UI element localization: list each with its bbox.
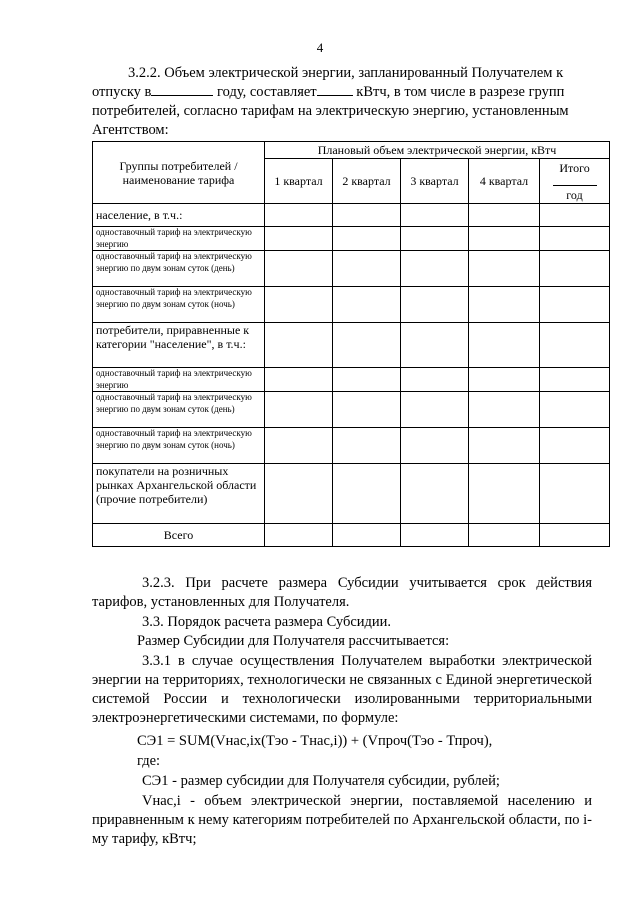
table-cell xyxy=(333,464,401,524)
paragraph-method: Размер Субсидии для Получателя рассчитывается: xyxy=(137,633,450,649)
table-cell xyxy=(401,251,469,287)
intro-line-3: потребителей, согласно тарифам на электрическую энергию, установленным xyxy=(92,103,569,119)
table-cell xyxy=(469,368,540,392)
definition-vnas: Vнас,i - объем электрической энергии, поставляемой населению и приравненным к нему категориям потребителей по Архангельской области, по i-му тарифу, кВтч; xyxy=(92,793,592,847)
row-label: одноставочный тариф на электрическую энергию по двум зонам суток (ночь) xyxy=(93,428,265,464)
table-cell xyxy=(540,428,610,464)
row-label: одноставочный тариф на электрическую энергию xyxy=(93,227,265,251)
table-row xyxy=(93,204,610,227)
table-cell xyxy=(333,323,401,368)
table-cell xyxy=(265,287,333,323)
year-blank-line xyxy=(553,177,597,186)
table-cell xyxy=(333,251,401,287)
table-cell xyxy=(469,428,540,464)
table-cell xyxy=(540,251,610,287)
table-cell xyxy=(265,464,333,524)
table-cell xyxy=(265,251,333,287)
table-cell xyxy=(401,428,469,464)
table-cell xyxy=(265,204,333,227)
amount-blank xyxy=(317,83,353,96)
table-cell xyxy=(265,368,333,392)
table-cell xyxy=(265,428,333,464)
table-cell xyxy=(540,227,610,251)
table-cell xyxy=(265,392,333,428)
table-cell xyxy=(540,287,610,323)
table-cell xyxy=(401,464,469,524)
row-label: одноставочный тариф на электрическую энергию по двум зонам суток (день) xyxy=(93,392,265,428)
intro-line-2a: отпуску в xyxy=(92,84,152,100)
table-cell xyxy=(333,392,401,428)
where-label: где: xyxy=(137,753,161,769)
table-cell xyxy=(333,368,401,392)
table-cell xyxy=(469,323,540,368)
table-total-row xyxy=(93,524,610,547)
quarter-4-header: 4 квартал xyxy=(469,159,540,204)
plan-volume-header: Плановый объем электрической энергии, кВтч xyxy=(265,142,610,159)
paragraph-3-3: 3.3. Порядок расчета размера Субсидии. xyxy=(142,614,392,630)
table-cell xyxy=(333,204,401,227)
table-row xyxy=(93,392,610,428)
table-row xyxy=(93,227,610,251)
formula: СЭ1 = SUM(Vнас,iх(Тэо - Тнас,i)) + (Vпроч(Тэо - Тпроч), xyxy=(137,733,493,749)
table-row xyxy=(93,368,610,392)
table-cell xyxy=(401,392,469,428)
intro-paragraph xyxy=(92,64,588,140)
row-label: одноставочный тариф на электрическую энергию по двум зонам суток (день) xyxy=(93,251,265,287)
table-cell xyxy=(469,392,540,428)
table-cell xyxy=(265,227,333,251)
table-cell xyxy=(265,524,333,547)
table-cell xyxy=(469,251,540,287)
total-row-label: Всего xyxy=(93,524,265,547)
row-label: одноставочный тариф на электрическую энергию xyxy=(93,368,265,392)
table-cell xyxy=(540,368,610,392)
quarter-1-header: 1 квартал xyxy=(265,159,333,204)
year-blank xyxy=(151,83,213,96)
table-cell xyxy=(401,227,469,251)
table-cell xyxy=(540,392,610,428)
intro-line-2 xyxy=(92,83,588,102)
table-cell xyxy=(333,287,401,323)
intro-line-2c: кВтч, в том числе в разрезе групп xyxy=(356,84,565,100)
intro-line-2b: году, составляет xyxy=(217,84,317,100)
total-year-header xyxy=(540,159,610,204)
quarter-3-header: 3 квартал xyxy=(401,159,469,204)
table-cell xyxy=(401,323,469,368)
definition-se1: СЭ1 - размер субсидии для Получателя субсидии, рублей; xyxy=(142,773,500,789)
table-row xyxy=(93,287,610,323)
table-cell xyxy=(540,323,610,368)
quarter-2-header: 2 квартал xyxy=(333,159,401,204)
table-cell xyxy=(333,227,401,251)
table-cell xyxy=(469,227,540,251)
table-cell xyxy=(469,204,540,227)
row-label: одноставочный тариф на электрическую энергию по двум зонам суток (ночь) xyxy=(93,287,265,323)
intro-line-4: Агентством: xyxy=(92,122,169,138)
row-label: покупатели на розничных рынках Архангельской области (прочие потребители) xyxy=(93,464,265,524)
table-row xyxy=(93,428,610,464)
table-cell xyxy=(401,524,469,547)
table-row xyxy=(93,251,610,287)
group-column-header: Группы потребителей / наименование тарифа xyxy=(93,142,265,204)
table-cell xyxy=(333,524,401,547)
energy-volume-table xyxy=(92,141,610,547)
page-number: 4 xyxy=(316,40,324,55)
table-cell xyxy=(540,204,610,227)
table-cell xyxy=(401,368,469,392)
total-header-bottom: год xyxy=(566,187,583,202)
intro-line-1: 3.2.2. Объем электрической энергии, запланированный Получателем к xyxy=(128,65,564,81)
table-cell xyxy=(469,464,540,524)
row-label: потребители, приравненные к категории "население", в т.ч.: xyxy=(93,323,265,368)
table-cell xyxy=(265,323,333,368)
table-cell xyxy=(540,464,610,524)
paragraph-3-3-1: 3.3.1 в случае осуществления Получателем выработки электрической энергии на территориях, технологически не связанных с Единой энергетической системой России и технологически изолированными территориальными электроэнергетическими системами, по формуле: xyxy=(92,653,592,726)
total-header-top: Итого xyxy=(559,160,590,175)
table-cell xyxy=(469,287,540,323)
table-row xyxy=(93,323,610,368)
table-cell xyxy=(540,524,610,547)
row-label: население, в т.ч.: xyxy=(93,204,265,227)
table-cell xyxy=(333,428,401,464)
table-row xyxy=(93,464,610,524)
table-cell xyxy=(401,287,469,323)
paragraph-3-2-3: 3.2.3. При расчете размера Субсидии учитывается срок действия тарифов, установленных для Получателя. xyxy=(92,575,592,610)
table-cell xyxy=(469,524,540,547)
table-cell xyxy=(401,204,469,227)
